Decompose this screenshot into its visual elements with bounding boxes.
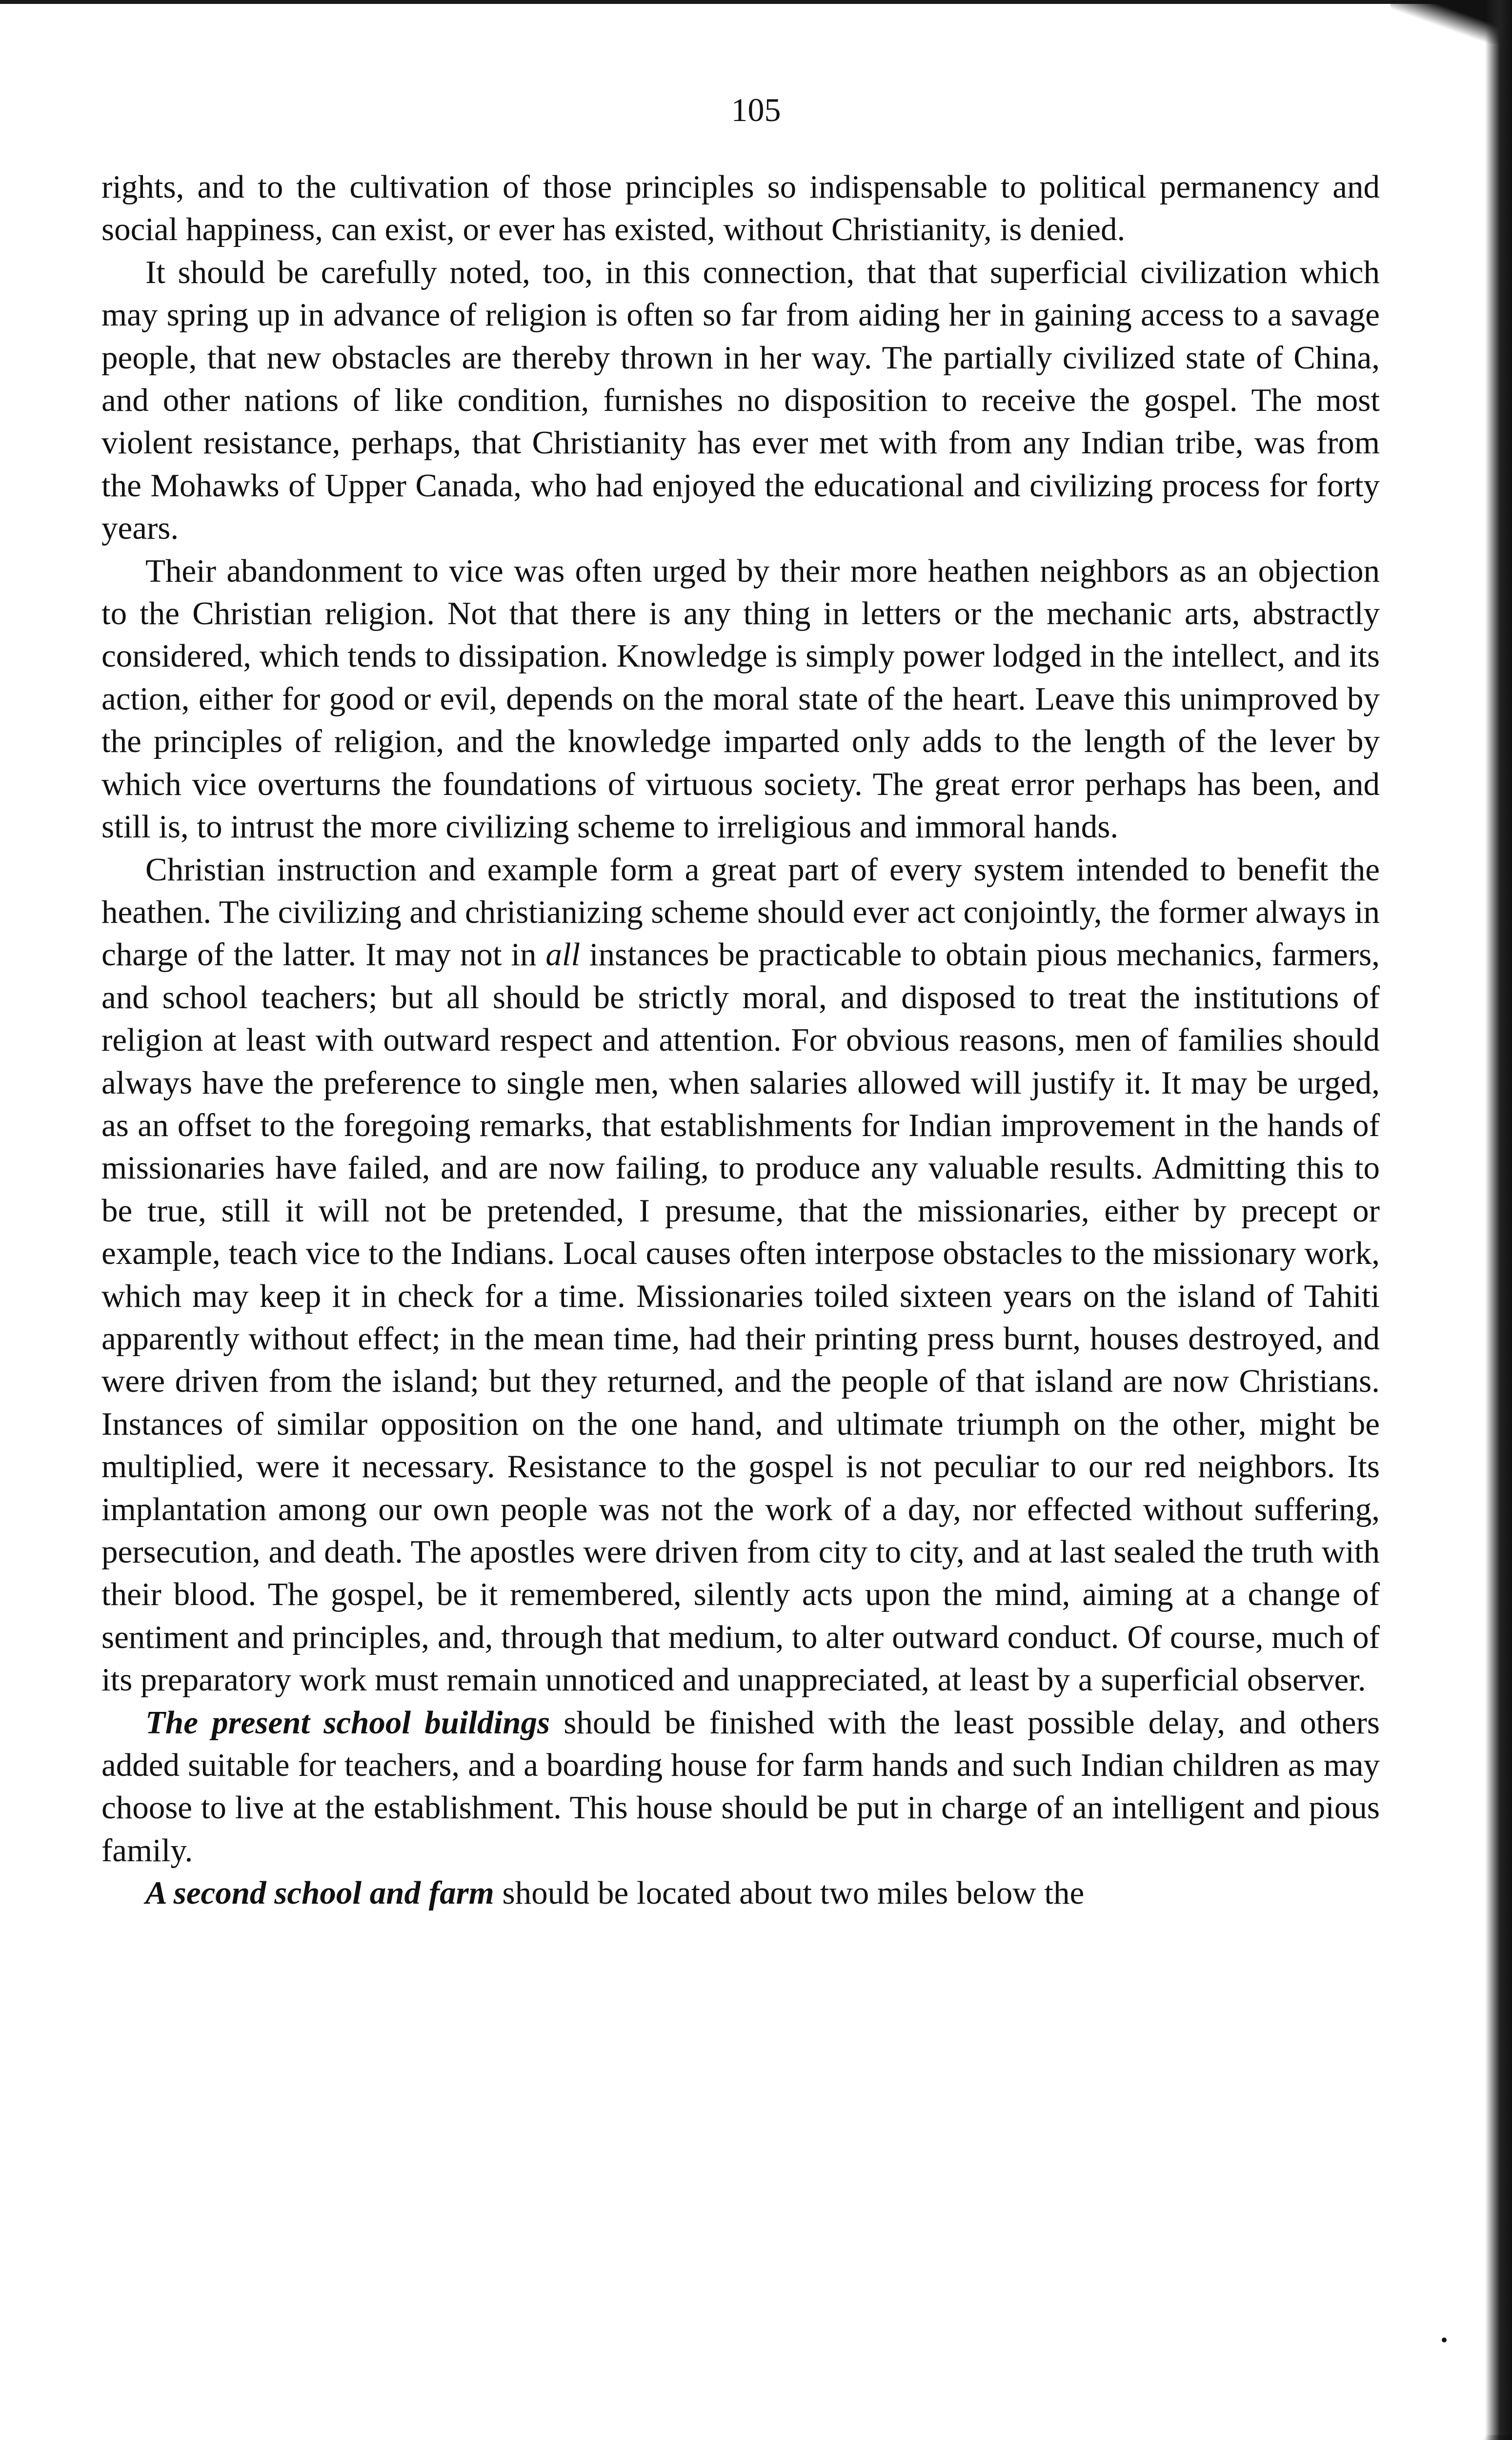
paragraph-5: [101, 1702, 1380, 1872]
paragraph-6-text: should be located about two miles below the: [494, 1875, 1085, 1911]
body-text: [101, 166, 1380, 1915]
paragraph-6: [101, 1872, 1380, 1914]
paragraph-5-lead: The present school buildings: [145, 1704, 550, 1741]
paragraph-5-text: should be finished with the least possible delay, and others added suitable for teachers, and a boarding house for farm hands and such Indian children as may choose to live at the establishment. This house should be put in charge of an intelligent and pious family.: [101, 1704, 1380, 1869]
page-number: 105: [731, 91, 781, 128]
paragraph-3: Their abandonment to vice was often urged by their more heathen neighbors as an objection to the Christian religion. Not that there is any thing in letters or the mechanic arts, abstractly considered, which tends to dissipation. Knowledge is simply power lodged in the intellect, and its action, either for good or evil, depends on the moral state of the heart. Leave this unimproved by the principles of religion, and the knowledge imparted only adds to the length of the lever by which vice overturns the foundations of virtuous society. The great error perhaps has been, and still is, to intrust the more civilizing scheme to irreligious and immoral hands.: [101, 552, 1380, 845]
margin-ink-dot: [1442, 2338, 1447, 2342]
paragraph-1: rights, and to the cultivation of those principles so indispensable to political permanency and social happiness, can exist, or ever has existed, without Christianity, is denied.: [101, 169, 1380, 248]
paragraph-4-part-1: Christian instruction and example form a great part of every system intended to benefit the heathen. The civilizing and christianizing scheme should ever act conjointly, the former always in charge of the latter. It may not in: [101, 851, 1380, 973]
scan-top-edge: [0, 0, 1512, 4]
scan-right-edge: [1485, 0, 1512, 2440]
scan-corner-shadow-bottom: [1444, 2435, 1512, 2440]
paragraph-6-lead: A second school and farm: [145, 1875, 494, 1911]
paragraph-2: It should be carefully noted, too, in this connection, that that superficial civilization which may spring up in advance of religion is often so far from aiding her in gaining access to a savage people, that new obstacles are thereby thrown in her way. The partially civilized state of China, and other nations of like condition, furnishes no disposition to receive the gospel. The most violent resistance, perhaps, that Christianity has ever met with from any Indian tribe, was from the Mohawks of Upper Canada, who had enjoyed the educational and civilizing process for forty years.: [101, 254, 1380, 547]
paragraph-4-part-2: instances be practicable to obtain pious mechanics, farmers, and school teachers; but all should be strictly moral, and disposed to treat the institutions of religion at least with outward respect and attention. For obvious reasons, men of families should always have the preference to single men, when salaries allowed will justify it. It may be urged, as an offset to the foregoing remarks, that establishments for Indian improvement in the hands of missionaries have failed, and are now failing, to produce any valuable results. Admitting this to be true, still it will not be pretended, I presume, that the missionaries, either by precept or example, teach vice to the Indians. Local causes often interpose obstacles to the missionary work, which may keep it in check for a time. Missionaries toiled sixteen years on the island of Tahiti apparently without effect; in the mean time, had their printing press burnt, houses destroyed, and were driven from the island; but they returned, and the people of that island are now Christians. Instances of similar opposition on the one hand, and ultimate triumph on the other, might be multiplied, were it necessary. Resistance to the gospel is not peculiar to our red neighbors. Its implantation among our own people was not the work of a day, nor effected without suffering, persecution, and death. The apostles were driven from city to city, and at last sealed the truth with their blood. The gospel, be it remembered, silently acts upon the mind, aiming at a change of sentiment and principles, and, through that medium, to alter outward conduct. Of course, much of its preparatory work must remain unnoticed and unappreciated, at least by a superficial observer.: [101, 936, 1380, 1698]
paragraph-4-italic-word: all: [545, 936, 581, 973]
paragraph-4: [101, 849, 1380, 1702]
